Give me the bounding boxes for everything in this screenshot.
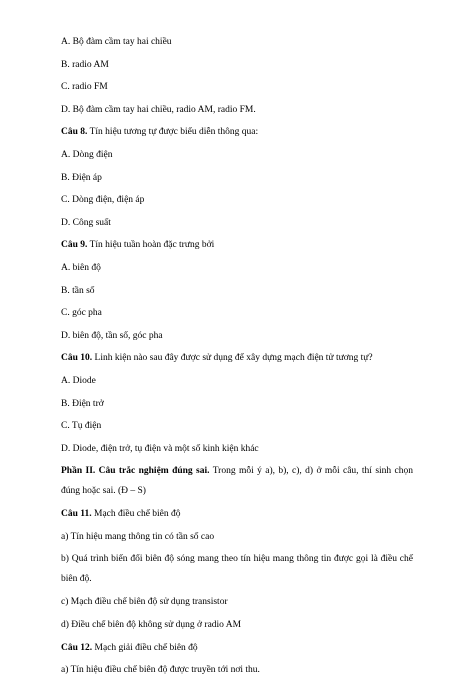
question-8 bbox=[61, 121, 413, 144]
part-2-heading bbox=[61, 461, 413, 501]
part-2-instructions: Trong mỗi ý a), b), c), d) ở mỗi câu, thí sinh chọn đúng hoặc sai. (Đ – S) bbox=[61, 466, 413, 497]
q9-option-b: B. tần số bbox=[61, 285, 95, 296]
q7-option-b: B. radio AM bbox=[61, 59, 109, 70]
question-12 bbox=[61, 637, 413, 660]
q7-option-c: C. radio FM bbox=[61, 82, 108, 93]
q8-option-a: A. Dòng điện bbox=[61, 149, 113, 160]
q8-option-b: B. Điện áp bbox=[61, 172, 102, 183]
q9-option-a: A. biên độ bbox=[61, 262, 101, 273]
question-11 bbox=[61, 503, 413, 526]
q10-option-a: A. Diode bbox=[61, 375, 96, 386]
q12-item-a: a) Tín hiệu điều chế biên độ được truyền tới nơi thu. bbox=[61, 665, 260, 676]
question-12-text: Mạch giải điều chế biên độ bbox=[92, 642, 198, 653]
q7-option-a: A. Bộ đàm cầm tay hai chiều bbox=[61, 37, 172, 47]
q8-option-d: D. Công suất bbox=[61, 217, 111, 228]
question-12-label: Câu 12. bbox=[61, 642, 93, 653]
question-11-text: Mạch điều chế biên độ bbox=[91, 509, 181, 520]
part-2-title: Phần II. Câu trắc nghiệm đúng sai. bbox=[61, 466, 210, 477]
question-9-label: Câu 9. bbox=[61, 240, 88, 251]
q11-item-b: b) Quá trình biến đổi biên độ sóng mang theo tín hiệu mang thông tin được gọi là điều chế biên độ. bbox=[61, 554, 413, 585]
question-9 bbox=[61, 234, 413, 257]
question-11-label: Câu 11. bbox=[61, 509, 92, 520]
question-10-text: Linh kiện nào sau đây được sử dụng để xây dựng mạch điện tử tương tự? bbox=[92, 353, 373, 364]
question-8-text: Tín hiệu tương tự được biểu diễn thông qua: bbox=[87, 127, 259, 138]
q7-option-d: D. Bộ đàm cầm tay hai chiều, radio AM, radio FM. bbox=[61, 104, 256, 115]
q10-option-d: D. Diode, điện trở, tụ điện và một số kinh kiện khác bbox=[61, 443, 259, 454]
q8-option-c: C. Dòng điện, điện áp bbox=[61, 195, 145, 206]
q9-option-c: C. góc pha bbox=[61, 308, 102, 319]
question-10-label: Câu 10. bbox=[61, 353, 93, 364]
q10-option-b: B. Điện trở bbox=[61, 398, 104, 409]
question-8-label: Câu 8. bbox=[61, 127, 88, 138]
q9-option-d: D. biên độ, tần số, góc pha bbox=[61, 330, 163, 341]
question-10 bbox=[61, 347, 413, 370]
q11-item-d: d) Điều chế biên độ không sử dụng ở radio AM bbox=[61, 620, 242, 631]
document-page bbox=[61, 31, 413, 682]
q11-item-a: a) Tín hiệu mang thông tin có tần số cao bbox=[61, 531, 215, 542]
q10-option-c: C. Tụ điện bbox=[61, 421, 102, 432]
question-9-text: Tín hiệu tuần hoàn đặc trưng bởi bbox=[87, 240, 215, 251]
q11-item-c: c) Mạch điều chế biên độ sử dụng transistor bbox=[61, 597, 228, 608]
